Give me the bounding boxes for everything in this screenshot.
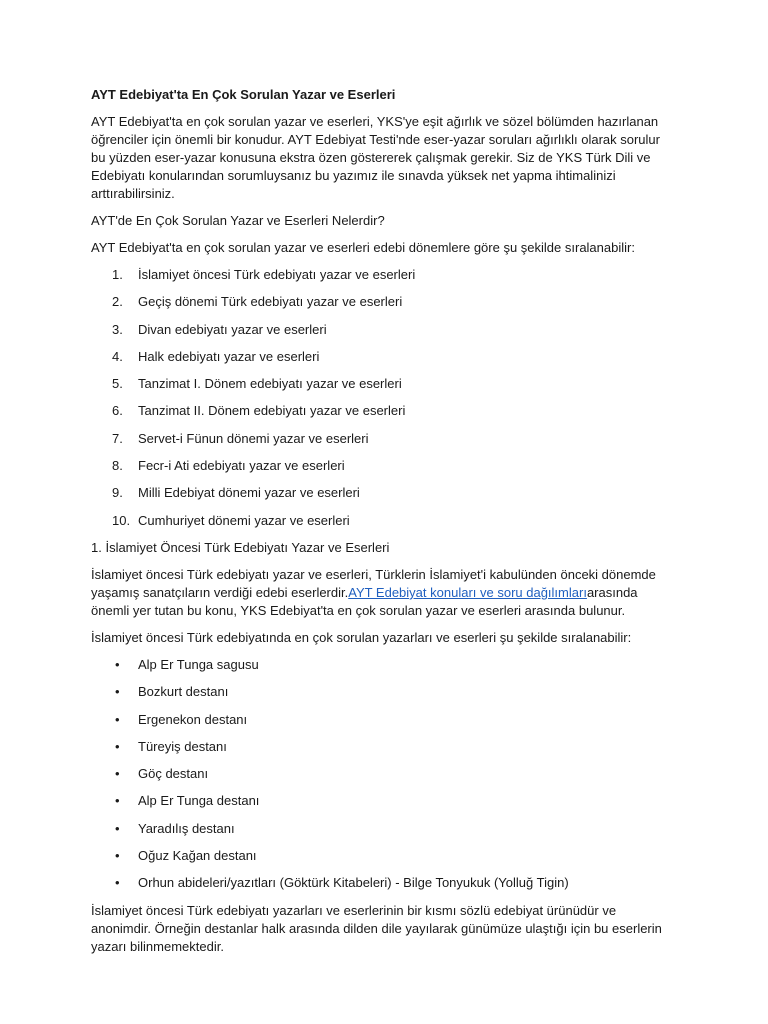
list-item [91,683,678,701]
bullet-icon: • [115,820,120,836]
section1-text-before: İslamiyet öncesi Türk edebiyatı yazar ve eserleri, Türklerin İslamiyet'i kabulünden önceki dönemde yaşamış sanatçıların verdiği edebi eserlerdir. [91,566,656,600]
list-item [91,375,678,393]
bullet-icon: • [115,684,120,700]
section1-text-after: arasında önemli yer tutan bu konu, YKS Edebiyat'ta en çok sorulan yazar ve eserleri arasında bulunur. [91,584,638,618]
bullet-icon: • [115,711,120,727]
intro-paragraph: AYT Edebiyat'ta en çok sorulan yazar ve eserleri, YKS'ye eşit ağırlık ve sözel bölümden hazırlanan öğrenciler için önemli bir konudur. AYT Edebiyat Testi'nde eser-yazar soruları ağırlıklı olarak sorulur bu yüzden eser-yazar konusuna ekstra özen göstererek çalışmak gerekir. Siz de YKS Türk Dili ve Edebiyatı konularından sorumluysanız bu yazımız ile sınavda yüksek net yapma ihtimalinizi arttırabilirsiniz. [91,114,660,201]
list-number: 7. [112,430,123,446]
list-number: 8. [112,458,123,474]
article-title: AYT Edebiyat'ta En Çok Sorulan Yazar ve Eserleri [91,87,396,102]
list-item [91,266,678,284]
section1-list-intro: İslamiyet öncesi Türk edebiyatında en çok sorulan yazarları ve eserleri şu şekilde sıralanabilir: [91,629,632,645]
list-item [91,321,678,339]
bullet-icon: • [115,738,120,754]
list-number: 4. [112,348,123,364]
list-item-label: Geçiş dönemi Türk edebiyatı yazar ve eserleri [138,294,403,310]
list-item [91,430,678,448]
bullet-icon: • [115,656,120,672]
list-item-label: Bozkurt destanı [138,684,229,700]
list-item [91,348,678,366]
list-item-label: Yaradılış destanı [138,820,235,836]
list-item [91,820,678,838]
list-item [91,656,678,674]
list-number: 6. [112,403,123,419]
list-item-label: Servet-i Fünun dönemi yazar ve eserleri [138,430,369,446]
list-item-label: Alp Er Tunga sagusu [138,656,259,672]
list-item [91,402,678,420]
list-number: 9. [112,485,123,501]
list-item-label: Divan edebiyatı yazar ve eserleri [138,321,327,337]
works-list [91,656,678,892]
list-item-label: Milli Edebiyat dönemi yazar ve eserleri [138,485,360,501]
section1-heading: 1. İslamiyet Öncesi Türk Edebiyatı Yazar ve Eserleri [91,539,390,555]
list-item [91,457,678,475]
list-item-label: Alp Er Tunga destanı [138,793,260,809]
list-item-label: Ergenekon destanı [138,711,248,727]
section1-paragraph [91,566,678,620]
bullet-icon: • [115,848,120,864]
list-item [91,765,678,783]
list-item-label: Cumhuriyet dönemi yazar ve eserleri [138,512,350,528]
list-number: 10. [112,512,131,528]
list-item-label: Halk edebiyatı yazar ve eserleri [138,348,320,364]
bullet-icon: • [115,793,120,809]
list-number: 1. [112,267,123,282]
list-item-label: Tanzimat II. Dönem edebiyatı yazar ve eserleri [138,403,406,419]
list-item [91,293,678,311]
list-item-label: İslamiyet öncesi Türk edebiyatı yazar ve eserleri [138,267,416,282]
list-number: 2. [112,294,123,310]
list-item-label: Türeyiş destanı [138,738,227,754]
list-intro: AYT Edebiyat'ta en çok sorulan yazar ve eserleri edebi dönemlere göre şu şekilde sıralanabilir: [91,240,635,255]
list-item [91,711,678,729]
list-item [91,874,678,892]
bullet-icon: • [115,766,120,782]
list-item [91,512,678,530]
list-item [91,792,678,810]
bullet-icon: • [115,875,120,891]
list-number: 5. [112,376,123,392]
list-item [91,738,678,756]
question-heading: AYT'de En Çok Sorulan Yazar ve Eserleri Nelerdir? [91,213,385,228]
periods-list [91,266,678,530]
list-number: 3. [112,321,123,337]
closing-paragraph: İslamiyet öncesi Türk edebiyatı yazarları ve eserlerinin bir kısmı sözlü edebiyat ürünüdür ve anonimdir. Örneğin destanlar halk arasında dilden dile yayılarak günümüze ulaştığı için bu eserlerin yazarı bilinmemektedir. [91,902,662,954]
list-item-label: Oğuz Kağan destanı [138,848,257,864]
list-item [91,484,678,502]
list-item [91,847,678,865]
list-item-label: Tanzimat I. Dönem edebiyatı yazar ve eserleri [138,376,402,392]
list-item-label: Fecr-i Ati edebiyatı yazar ve eserleri [138,458,345,474]
list-item-label: Göç destanı [138,766,209,782]
list-item-label: Orhun abideleri/yazıtları (Göktürk Kitabeleri) - Bilge Tonyukuk (Yolluğ Tigin) [138,875,569,891]
topics-distribution-link[interactable]: AYT Edebiyat konuları ve soru dağılımları [348,584,587,600]
